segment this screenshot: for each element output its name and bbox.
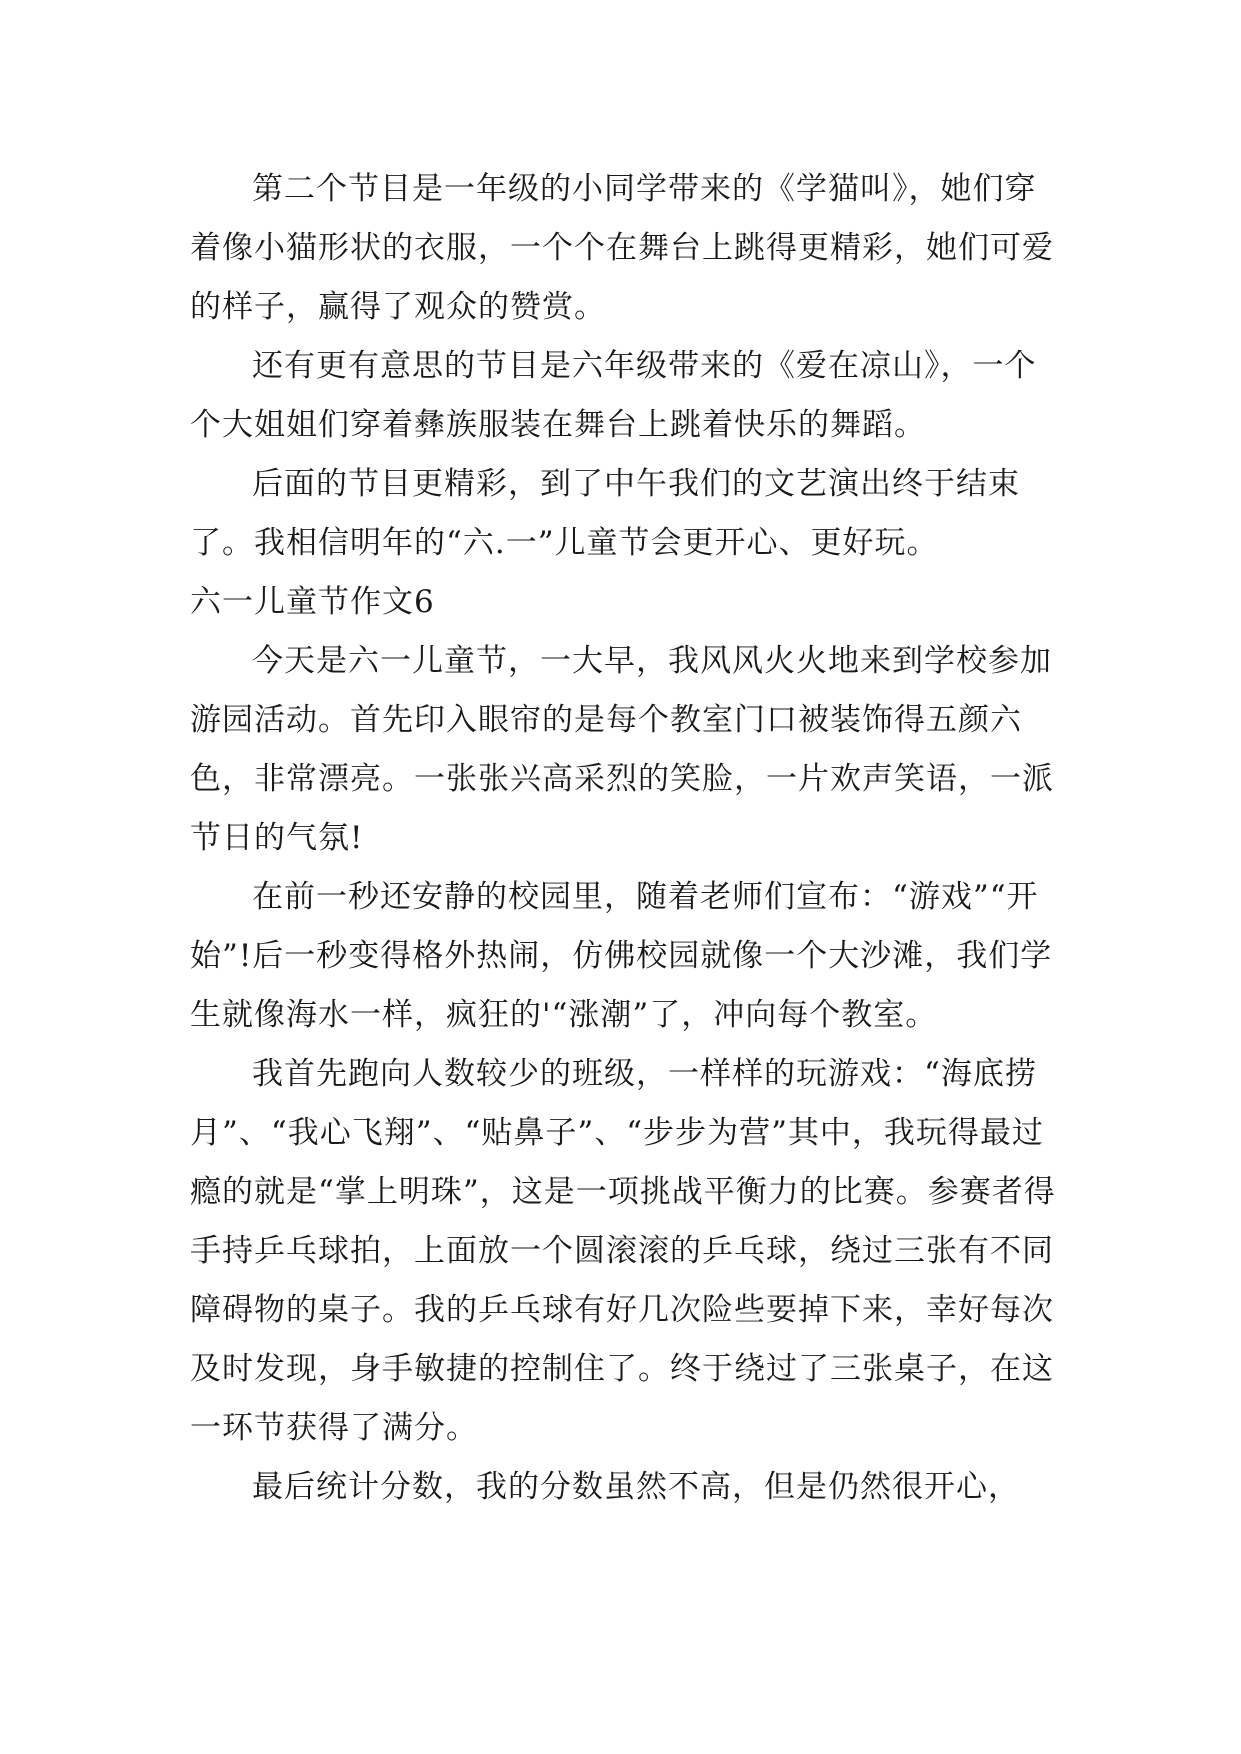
paragraph: 第二个节目是一年级的小同学带来的《学猫叫》，她们穿着像小猫形状的衣服，一个个在舞台上跳得更精彩，她们可爱的样子，赢得了观众的赞赏。 <box>190 171 1054 325</box>
paragraph: 最后统计分数，我的分数虽然不高，但是仍然很开心， <box>252 1469 1020 1505</box>
paragraph: 在前一秒还安静的校园里，随着老师们宣布：“游戏”“开始”!后一秒变得格外热闹，仿佛校园就像一个大沙滩，我们学生就像海水一样，疯狂的'“涨潮”了，冲向每个教室。 <box>190 879 1053 1033</box>
paragraph: 还有更有意思的节目是六年级带来的《爱在凉山》，一个个大姐姐们穿着彝族服装在舞台上跳着快乐的舞蹈。 <box>190 348 1037 443</box>
section-title: 六一儿童节作文6 <box>190 584 435 620</box>
paragraph: 今天是六一儿童节，一大早，我风风火火地来到学校参加游园活动。首先印入眼帘的是每个教室门口被装饰得五颜六色，非常漂亮。一张张兴高采烈的笑脸，一片欢声笑语，一派节日的气氛! <box>190 643 1054 856</box>
paragraph: 后面的节目更精彩，到了中午我们的文艺演出终于结束了。我相信明年的“六.一”儿童节会更开心、更好玩。 <box>190 466 1020 561</box>
paragraph: 我首先跑向人数较少的班级，一样样的玩游戏：“海底捞月”、“我心飞翔”、“贴鼻子”、“步步为营”其中，我玩得最过瘾的就是“掌上明珠”，这是一项挑战平衡力的比赛。参赛者得手持乒乓球拍，上面放一个圆滚滚的乒乓球，绕过三张有不同障碍物的桌子。我的乒乓球有好几次险些要掉下来，幸好每次及时发现，身手敏捷的控制住了。终于绕过了三张桌子，在这一环节获得了满分。 <box>190 1056 1056 1446</box>
document-body <box>190 160 1060 1517</box>
